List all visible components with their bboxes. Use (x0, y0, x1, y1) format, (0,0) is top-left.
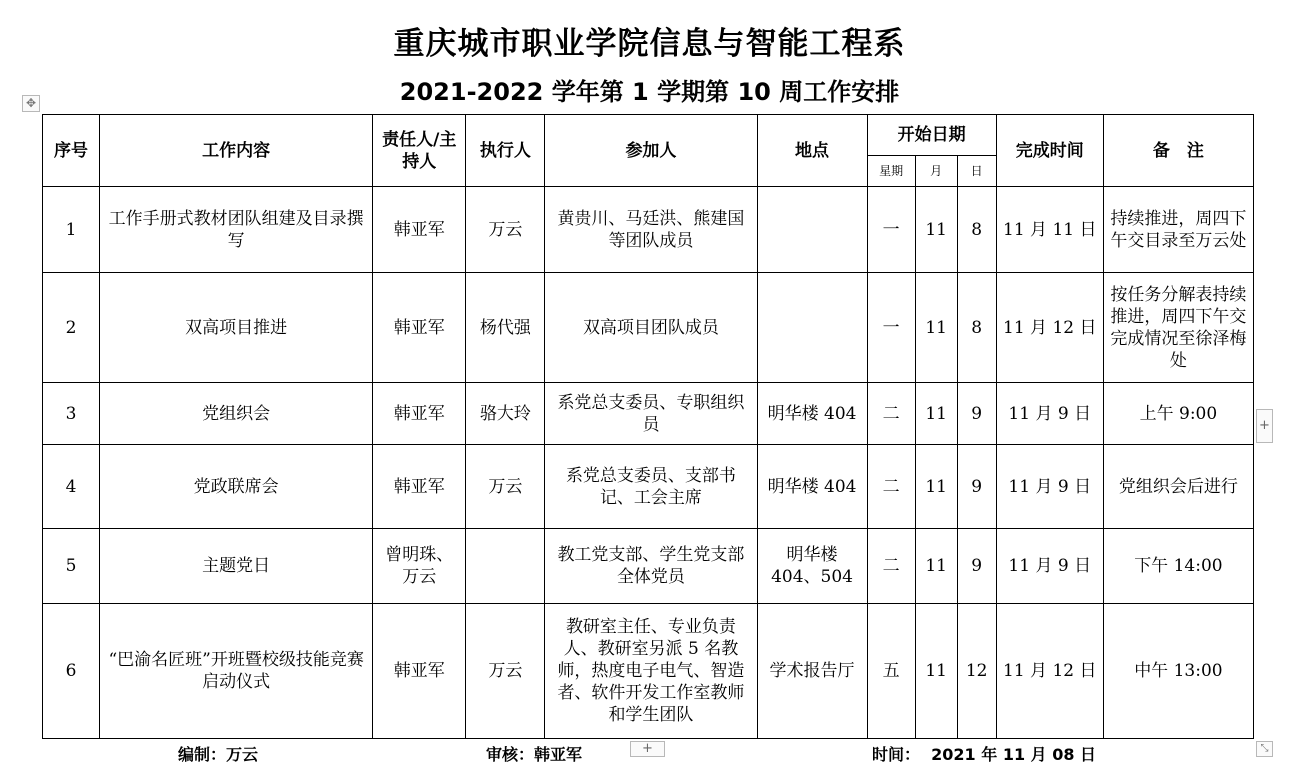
header-location: 地点 (757, 115, 867, 187)
cell-owner[interactable]: 韩亚军 (373, 187, 466, 273)
cell-participants[interactable]: 教研室主任、专业负责人、教研室另派 5 名教师，热度电子电气、智造者、软件开发工作室教师和学生团队 (545, 604, 757, 739)
cell-owner[interactable]: 韩亚军 (373, 273, 466, 383)
cell-participants[interactable]: 双高项目团队成员 (545, 273, 757, 383)
footer-reviewer: 审核：韩亚军 (486, 745, 583, 764)
table-row (43, 187, 1254, 273)
cell-weekday[interactable]: 二 (867, 529, 915, 604)
table-row (43, 445, 1254, 529)
cell-day[interactable]: 9 (957, 445, 996, 529)
cell-finish[interactable]: 11 月 12 日 (996, 273, 1103, 383)
cell-finish[interactable]: 11 月 9 日 (996, 383, 1103, 445)
cell-content[interactable]: 党政联席会 (100, 445, 373, 529)
footer-date: 时间： 2021 年 11 月 08 日 (872, 745, 1097, 764)
cell-notes[interactable]: 上午 9:00 (1103, 383, 1253, 445)
cell-participants[interactable]: 黄贵川、马廷洪、熊建国等团队成员 (545, 187, 757, 273)
table-row (43, 383, 1254, 445)
cell-month[interactable]: 11 (915, 445, 957, 529)
table-row (43, 273, 1254, 383)
cell-month[interactable]: 11 (915, 383, 957, 445)
document-title: 重庆城市职业学院信息与智能工程系 (393, 26, 906, 62)
header-executor: 执行人 (466, 115, 545, 187)
cell-seq[interactable]: 3 (43, 383, 100, 445)
cell-finish[interactable]: 11 月 11 日 (996, 187, 1103, 273)
cell-participants[interactable]: 教工党支部、学生党支部全体党员 (545, 529, 757, 604)
cell-day[interactable]: 8 (957, 273, 996, 383)
header-notes: 备 注 (1103, 115, 1253, 187)
cell-seq[interactable]: 4 (43, 445, 100, 529)
schedule-table (42, 114, 1254, 739)
cell-finish[interactable]: 11 月 9 日 (996, 445, 1103, 529)
footer-editor: 编制：万云 (178, 745, 259, 764)
cell-day[interactable]: 9 (957, 383, 996, 445)
cell-notes[interactable]: 党组织会后进行 (1103, 445, 1253, 529)
cell-owner[interactable]: 韩亚军 (373, 604, 466, 739)
cell-day[interactable]: 8 (957, 187, 996, 273)
cell-day[interactable]: 12 (957, 604, 996, 739)
cell-month[interactable]: 11 (915, 604, 957, 739)
cell-weekday[interactable]: 二 (867, 383, 915, 445)
table-row (43, 529, 1254, 604)
document-subtitle: 2021-2022 学年第 1 学期第 10 周工作安排 (399, 78, 900, 106)
cell-weekday[interactable]: 二 (867, 445, 915, 529)
cell-month[interactable]: 11 (915, 529, 957, 604)
header-seq: 序号 (43, 115, 100, 187)
cell-owner[interactable]: 韩亚军 (373, 445, 466, 529)
insert-column-button[interactable]: + (630, 741, 665, 757)
header-month: 月 (915, 156, 957, 187)
header-weekday: 星期 (867, 156, 915, 187)
cell-location[interactable]: 明华楼 404 (757, 445, 867, 529)
table-resize-handle-icon[interactable]: ⤡ (1256, 741, 1273, 757)
cell-weekday[interactable]: 一 (867, 273, 915, 383)
cell-seq[interactable]: 1 (43, 187, 100, 273)
cell-participants[interactable]: 系党总支委员、专职组织员 (545, 383, 757, 445)
cell-executor[interactable]: 万云 (466, 445, 545, 529)
cell-weekday[interactable]: 五 (867, 604, 915, 739)
cell-participants[interactable]: 系党总支委员、支部书记、工会主席 (545, 445, 757, 529)
header-day: 日 (957, 156, 996, 187)
cell-executor[interactable]: 骆大玲 (466, 383, 545, 445)
header-owner: 责任人/主持人 (373, 115, 466, 187)
cell-executor[interactable]: 杨代强 (466, 273, 545, 383)
cell-content[interactable]: “巴渝名匠班”开班暨校级技能竞赛启动仪式 (100, 604, 373, 739)
header-finish-time: 完成时间 (996, 115, 1103, 187)
cell-day[interactable]: 9 (957, 529, 996, 604)
cell-content[interactable]: 工作手册式教材团队组建及目录撰写 (100, 187, 373, 273)
cell-notes[interactable]: 中午 13:00 (1103, 604, 1253, 739)
table-move-handle-icon[interactable]: ✥ (22, 95, 40, 112)
cell-seq[interactable]: 5 (43, 529, 100, 604)
table-row (43, 604, 1254, 739)
cell-location[interactable]: 明华楼 404 (757, 383, 867, 445)
cell-finish[interactable]: 11 月 12 日 (996, 604, 1103, 739)
header-start-date: 开始日期 (867, 115, 996, 156)
cell-executor[interactable]: 万云 (466, 187, 545, 273)
cell-notes[interactable]: 持续推进，周四下午交目录至万云处 (1103, 187, 1253, 273)
cell-owner[interactable]: 韩亚军 (373, 383, 466, 445)
cell-finish[interactable]: 11 月 9 日 (996, 529, 1103, 604)
cell-executor[interactable] (466, 529, 545, 604)
insert-row-button[interactable]: + (1256, 409, 1273, 443)
cell-location[interactable]: 学术报告厅 (757, 604, 867, 739)
cell-location[interactable]: 明华楼 404、504 (757, 529, 867, 604)
cell-seq[interactable]: 6 (43, 604, 100, 739)
schedule-rows (43, 187, 1254, 739)
cell-content[interactable]: 双高项目推进 (100, 273, 373, 383)
cell-content[interactable]: 党组织会 (100, 383, 373, 445)
cell-month[interactable]: 11 (915, 187, 957, 273)
cell-notes[interactable]: 按任务分解表持续推进，周四下午交完成情况至徐泽梅处 (1103, 273, 1253, 383)
header-participants: 参加人 (545, 115, 757, 187)
cell-content[interactable]: 主题党日 (100, 529, 373, 604)
header-content: 工作内容 (100, 115, 373, 187)
cell-month[interactable]: 11 (915, 273, 957, 383)
cell-weekday[interactable]: 一 (867, 187, 915, 273)
cell-owner[interactable]: 曾明珠、万云 (373, 529, 466, 604)
cell-executor[interactable]: 万云 (466, 604, 545, 739)
cell-notes[interactable]: 下午 14:00 (1103, 529, 1253, 604)
cell-location[interactable] (757, 187, 867, 273)
cell-seq[interactable]: 2 (43, 273, 100, 383)
cell-location[interactable] (757, 273, 867, 383)
